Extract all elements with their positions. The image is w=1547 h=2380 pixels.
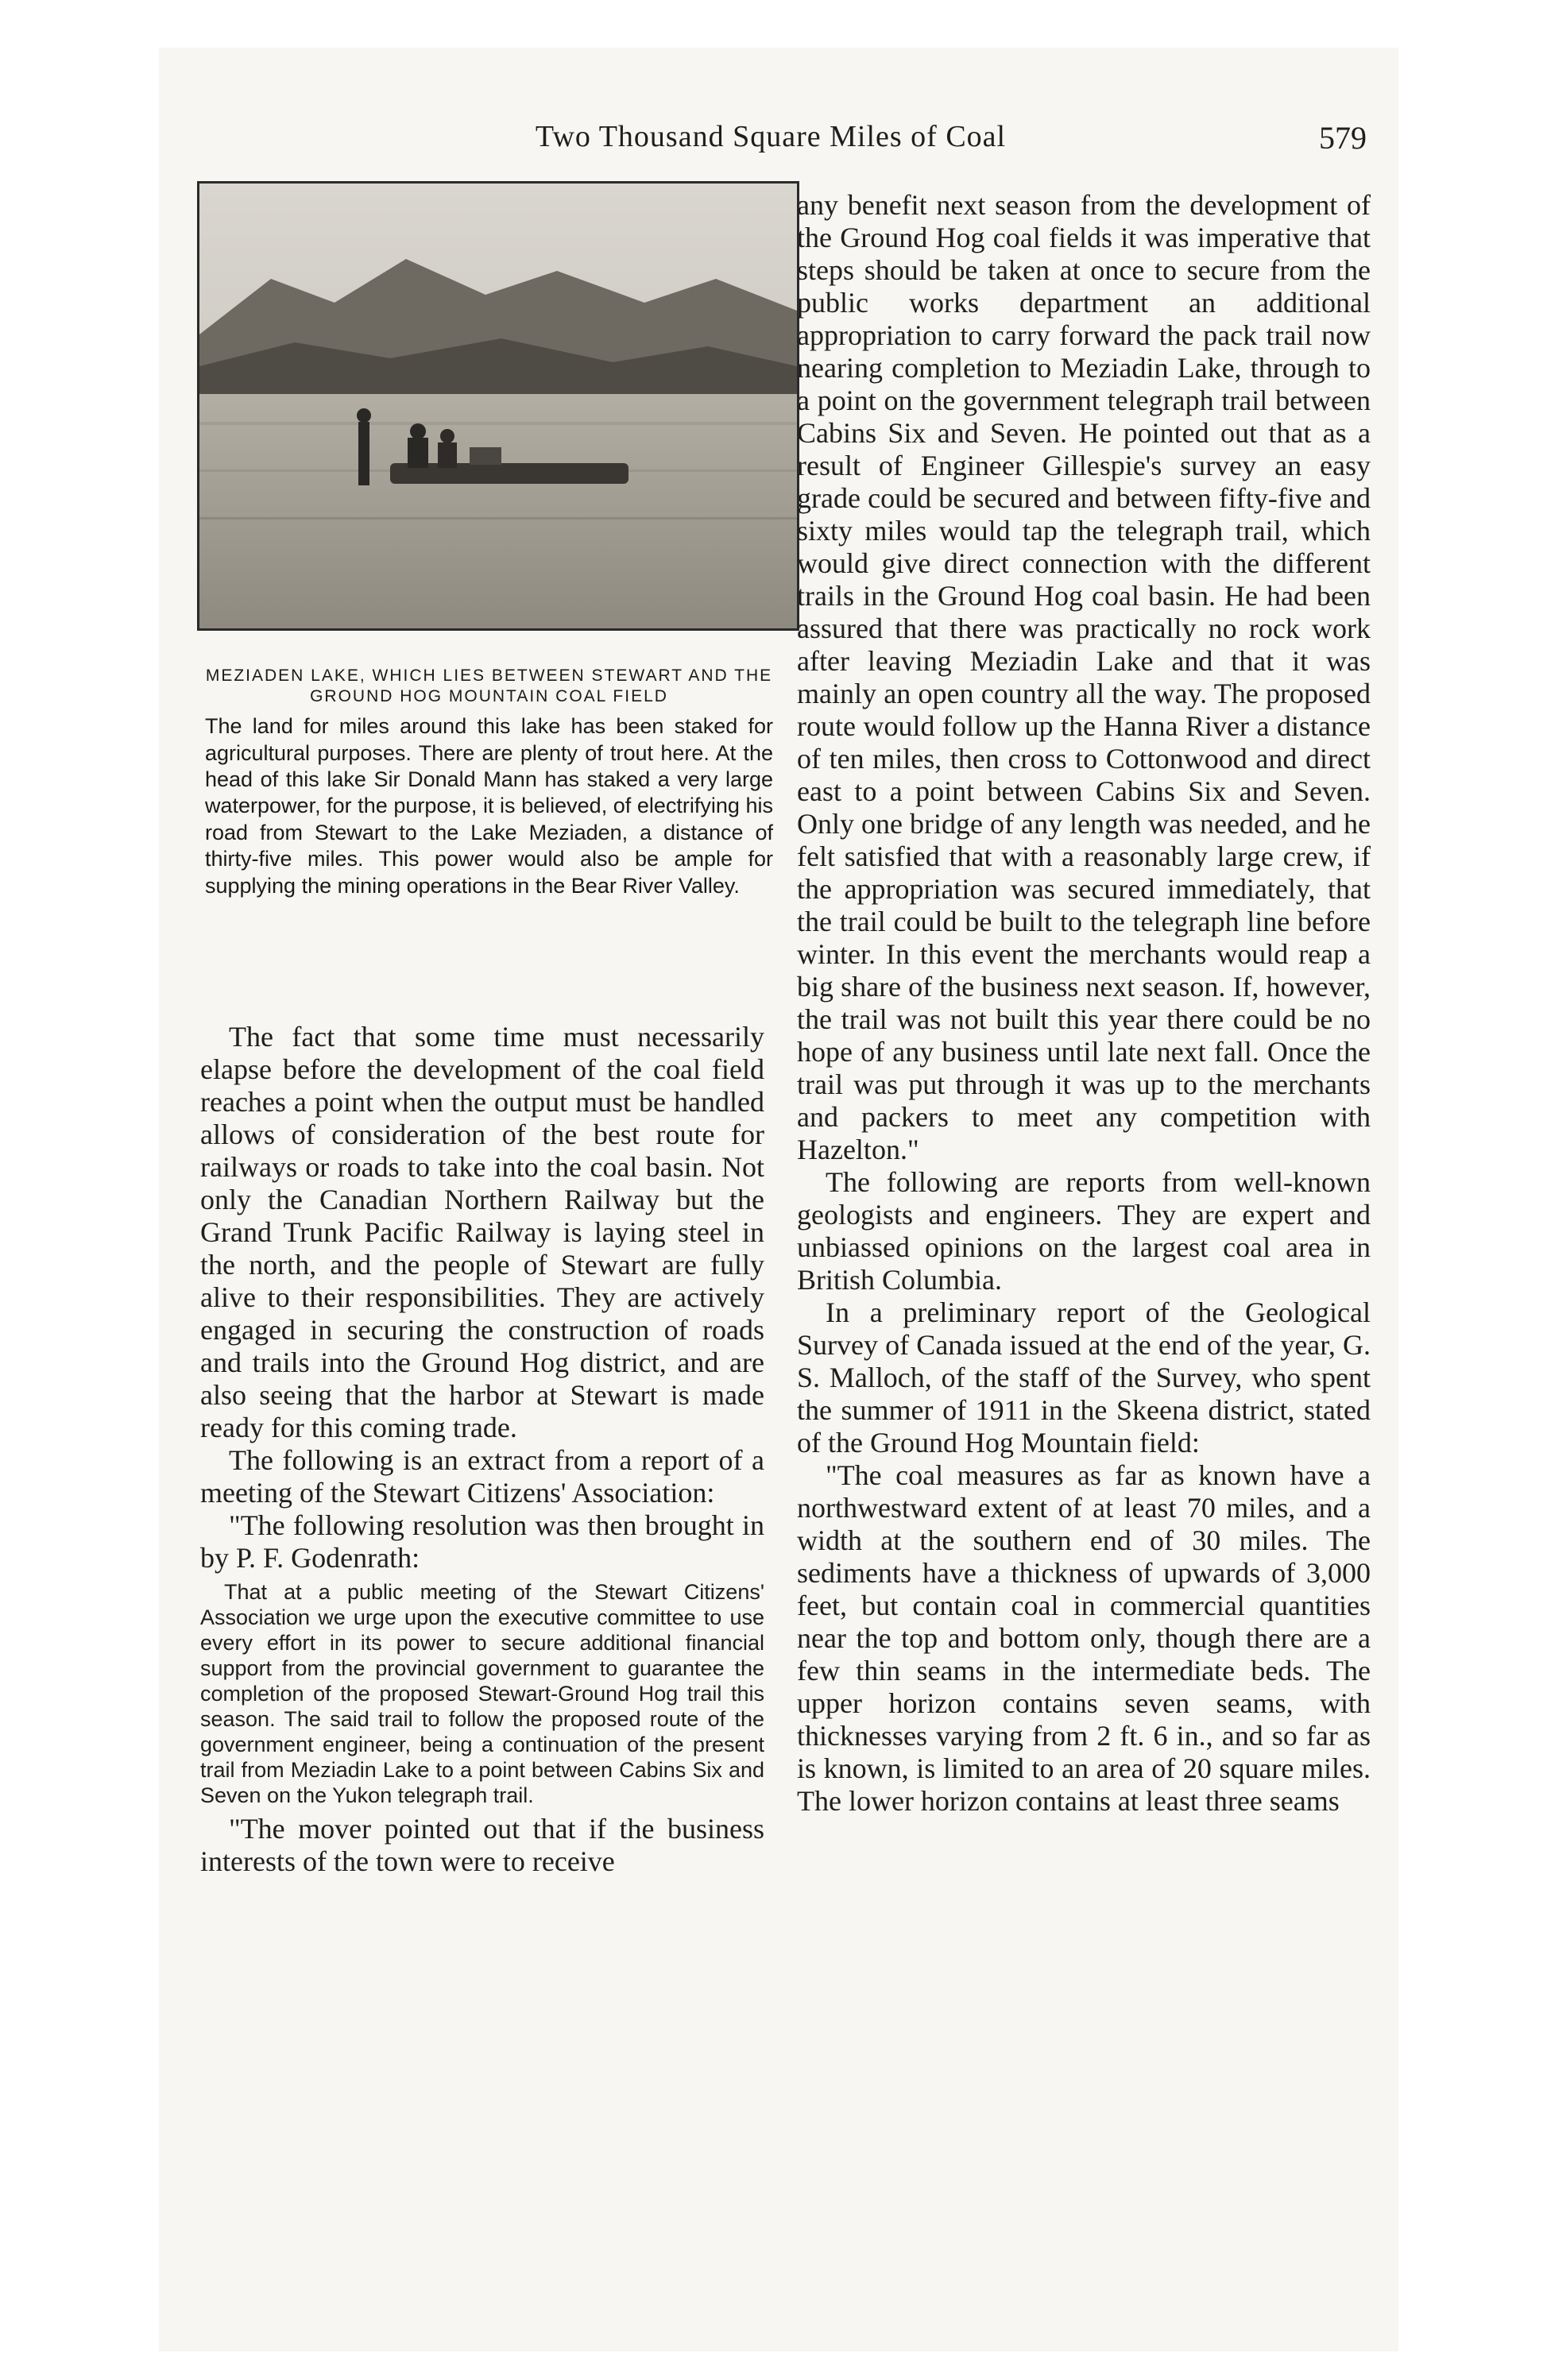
caption-body: The land for miles around this lake has been staked for agricultural purposes. There are plenty of trout here. At the head of this lake Sir Donald Mann has staked a very large waterpower, for the purpose, it is believed, of electrifying his road from Stewart to the Lake Meziaden, a distance of thirty-five miles. This power would also be ample for supplying the mining operations in the Bear River Valley. <box>205 714 773 898</box>
paragraph: "The mover pointed out that if the business interests of the town were to receive <box>200 1813 764 1877</box>
page-header <box>159 119 1383 175</box>
paragraph: The following is an extract from a report of a meeting of the Stewart Citizens' Association: <box>200 1444 764 1509</box>
paragraph: "The coal measures as far as known have a northwestward extent of at least 70 miles, and a width at the southern end of 30 miles. The sediments have a thickness of upwards of 3,000 feet, but contain coal in commercial quantities near the top and bottom only, though there are a few thin seams in the intermediate beds. The upper horizon contains seven seams, with thicknesses varying from 2 ft. 6 in., and so far as is known, is limited to an area of 20 square miles. The lower horizon contains at least three seams <box>797 1459 1371 1817</box>
resolution-quote: That at a public meeting of the Stewart Citizens' Association we urge upon the executive committee to use every effort in its power to secure additional financial support from the provincial government to guarantee the completion of the proposed Stewart-Ground Hog trail this season. The said trail to follow the proposed route of the government engineer, being a continuation of the present trail from Meziadin Lake to a point between Cabins Six and Seven on the Yukon telegraph trail. <box>200 1580 764 1807</box>
caption-heading: MEZIADEN LAKE, WHICH LIES BETWEEN STEWART AND THE GROUND HOG MOUNTAIN COAL FIELD <box>205 666 773 706</box>
paragraph: The following are reports from well-known geologists and engineers. They are expert and unbiassed opinions on the largest coal area in British Columbia. <box>797 1166 1371 1296</box>
left-column <box>200 1021 764 1878</box>
page-number: 579 <box>1319 120 1367 156</box>
lake-photograph <box>197 181 799 631</box>
photo-illustration <box>199 184 797 628</box>
figure-caption <box>205 666 773 899</box>
paragraph: In a preliminary report of the Geological Survey of Canada issued at the end of the year, G. S. Malloch, of the staff of the Survey, who spent the summer of 1911 in the Skeena district, stated of the Ground Hog Mountain field: <box>797 1296 1371 1459</box>
paragraph: "The following resolution was then brought in by P. F. Godenrath: <box>200 1509 764 1574</box>
paragraph: The fact that some time must necessarily elapse before the development of the coal field reaches a point when the output must be handled allows of consideration of the best route for railways or roads to take into the coal basin. Not only the Canadian Northern Railway but the Grand Trunk Pacific Railway is laying steel in the north, and the people of Stewart are fully alive to their responsibilities. They are actively engaged in securing the construction of roads and trails into the Ground Hog district, and are also seeing that the harbor at Stewart is made ready for this coming trade. <box>200 1021 764 1443</box>
running-title: Two Thousand Square Miles of Coal <box>535 120 1007 153</box>
right-column <box>797 189 1371 1818</box>
paragraph: any benefit next season from the development of the Ground Hog coal fields it was imperative that steps should be taken at once to secure from the public works department an additional appropriation to carry forward the pack trail now nearing completion to Meziadin Lake, through to a point on the government telegraph trail between Cabins Six and Seven. He pointed out that as a result of Engineer Gillespie's survey an easy grade could be secured and between fifty-five and sixty miles would tap the telegraph trail, which would give direct connection with the different trails in the Ground Hog coal basin. He had been assured that there was practically no rock work after leaving Meziadin Lake and that it was mainly an open country all the way. The proposed route would follow up the Hanna River a distance of ten miles, then cross to Cottonwood and direct east to a point between Cabins Six and Seven. Only one bridge of any length was needed, and he felt satisfied that with a reasonably large crew, if the appropriation was secured immediately, that the trail could be built to the telegraph line before winter. In this event the merchants would reap a big share of the business next season. If, however, the trail was not built this year there could be no hope of any business until late next fall. Once the trail was put through it was up to the merchants and packers to meet any competition with Hazelton." <box>797 189 1371 1165</box>
